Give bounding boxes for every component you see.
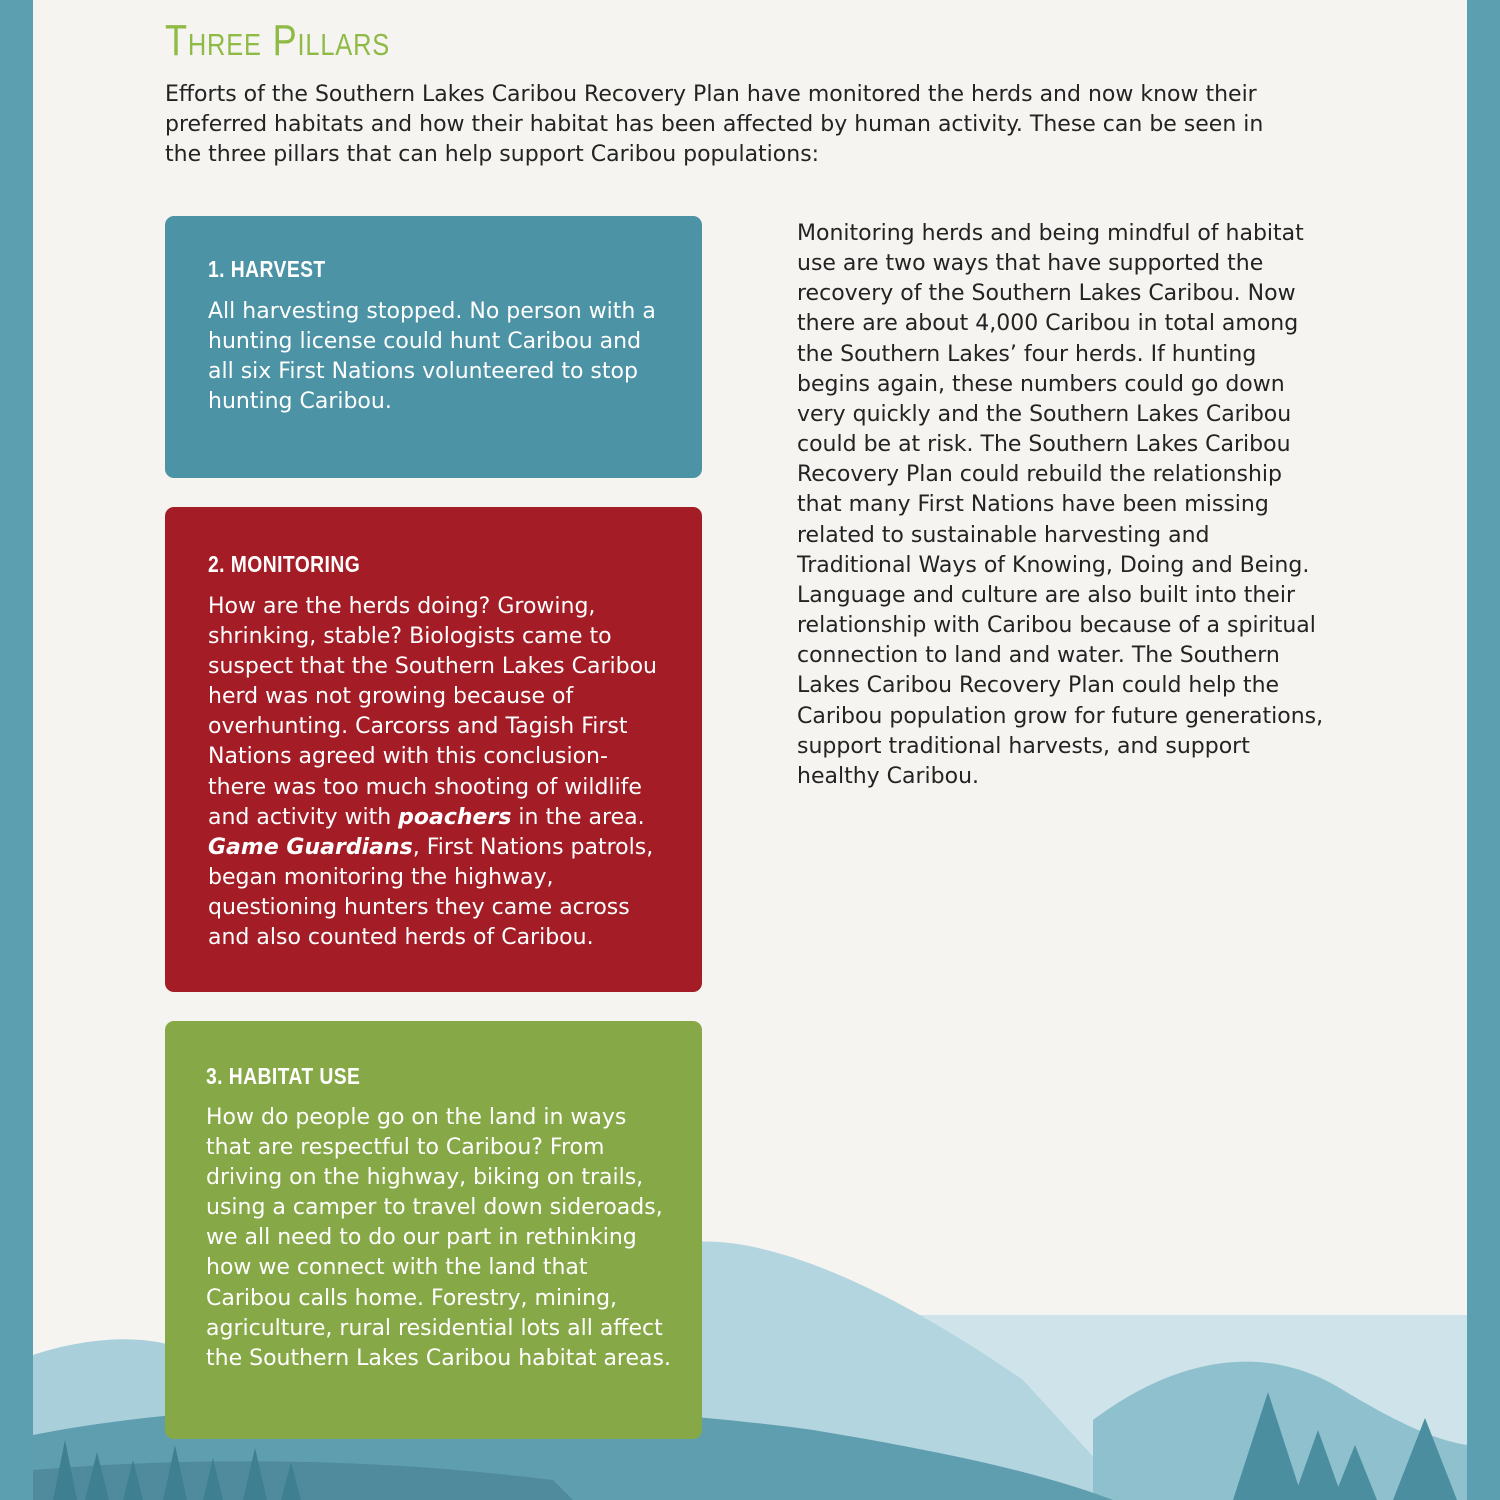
pillar-card-harvest bbox=[165, 216, 702, 478]
pillar-heading: 1. HARVEST bbox=[208, 256, 326, 282]
pillar-body: All harvesting stopped. No person with a hunting license could hunt Caribou and all six First Nations volunteered to stop hunting Caribou. bbox=[208, 299, 656, 415]
term-poachers: poachers bbox=[398, 804, 512, 830]
page-title: Three Pillars bbox=[165, 16, 391, 65]
sidebar-paragraph: Monitoring herds and being mindful of habitat use are two ways that have supported the recovery of the Southern Lakes Caribou. Now there are about 4,000 Caribou in total among the Southern Lakes’ four herds. If hunting begins again, these numbers could go down very quickly and the Southern Lakes Caribou could be at risk. The Southern Lakes Caribou Recovery Plan could rebuild the relationship that many First Nations have been missing related to sustainable harvesting and Traditional Ways of Knowing, Doing and Being. Language and culture are also built into their relationship with Caribou because of a spiritual connection to land and water. The Southern Lakes Caribou Recovery Plan could help the Caribou population grow for future generations, support traditional harvests, and support healthy Caribou. bbox=[797, 221, 1324, 789]
body-text: in the area. bbox=[511, 804, 645, 830]
document-page bbox=[33, 0, 1467, 1500]
pillar-heading: 3. HABITAT USE bbox=[206, 1063, 361, 1089]
pillar-body bbox=[208, 592, 672, 953]
pillar-body: How do people go on the land in ways that are respectful to Caribou? From driving on the highway, biking on trails, using a camper to travel down sideroads, we all need to do our part in rethinking how we connect with the land that Caribou calls home. Forestry, mining, agriculture, rural residential lots all affect the Southern Lakes Caribou habitat areas. bbox=[206, 1105, 671, 1371]
pillar-card-monitoring bbox=[165, 507, 702, 992]
body-text: How are the herds doing? Growing, shrinking, stable? Biologists came to suspect that the Southern Lakes Caribou herd was not growing because of overhunting. Carcorss and Tagish First Nations agreed with this conclusion- there was too much shooting of wildlife and activity with bbox=[208, 594, 657, 830]
intro-paragraph: Efforts of the Southern Lakes Caribou Recovery Plan have monitored the herds and now know their preferred habitats and how their habitat has been affected by human activity. These can be seen in the three pillars that can help support Caribou populations: bbox=[165, 82, 1264, 168]
pillar-card-habitat-use bbox=[165, 1021, 702, 1439]
pillar-heading: 2. MONITORING bbox=[208, 551, 361, 577]
body-text: , First Nations patrols, began monitoring the highway, questioning hunters they came across and also counted herds of Caribou. bbox=[208, 834, 654, 951]
term-game-guardians: Game Guardians bbox=[208, 834, 413, 860]
